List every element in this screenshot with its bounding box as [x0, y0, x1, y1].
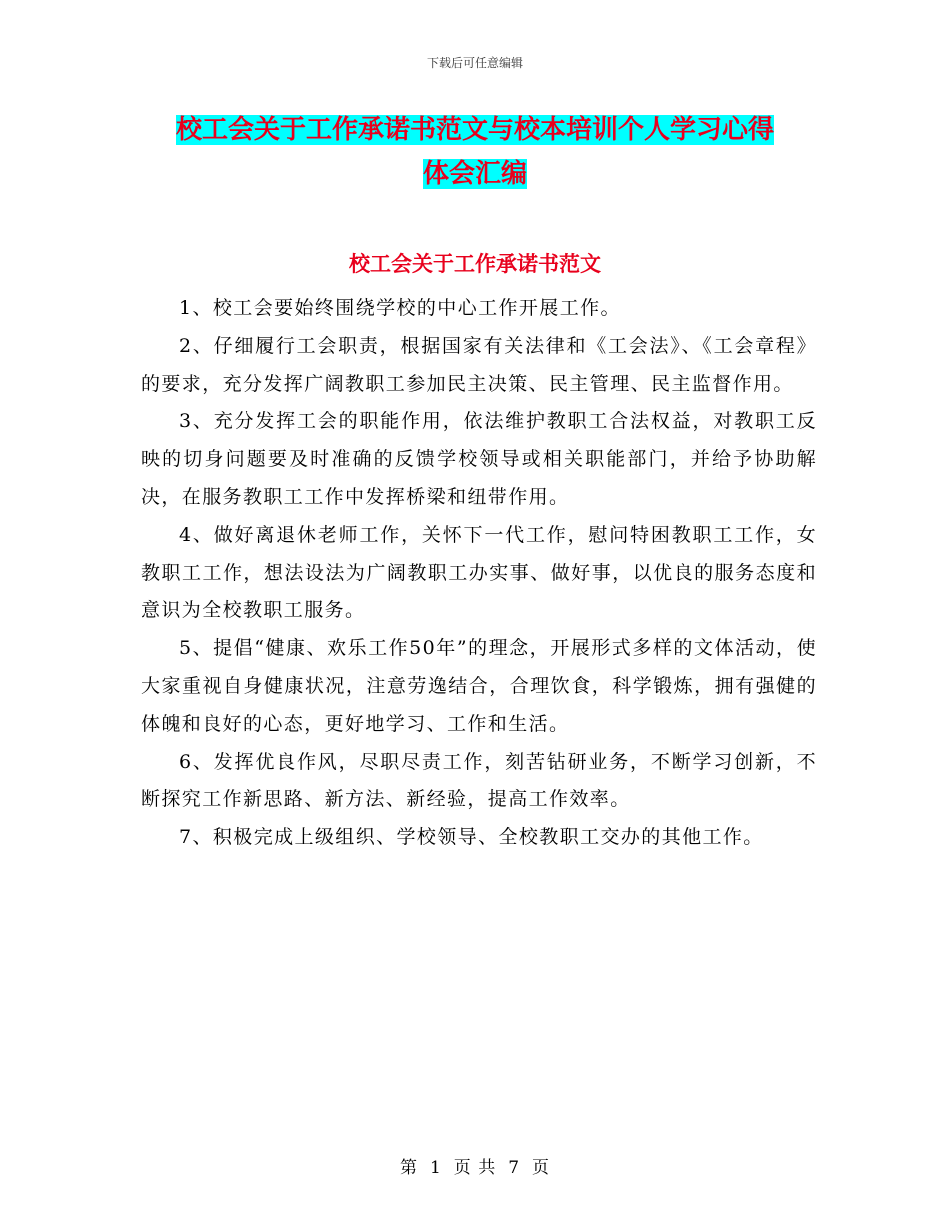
footer-prefix: 第 [399, 1158, 418, 1178]
footer-middle: 页 共 [453, 1158, 497, 1178]
document-title-line-1: 校工会关于工作承诺书范文与校本培训个人学习心得 [175, 115, 774, 145]
paragraph-5: 5、提倡“健康、欢乐工作50年”的理念，开展形式多样的文体活动，使大家重视自身健康状况，注意劳逸结合，合理饮食，科学锻炼，拥有强健的体魄和良好的心态，更好地学习、工作和生活。 [141, 637, 817, 735]
section-title: 校工会关于工作承诺书范文 [349, 252, 601, 276]
paragraph-6: 6、发挥优良作风，尽职尽责工作，刻苦钻研业务，不断学习创新，不断探究工作新思路、新方法、新经验，提高工作效率。 [141, 750, 817, 811]
footer-suffix: 页 [532, 1158, 551, 1178]
document-body [141, 290, 817, 857]
page-footer [0, 1153, 950, 1178]
paragraph-1: 1、校工会要始终围绕学校的中心工作开展工作。 [179, 297, 621, 319]
document-title-line-2: 体会汇编 [422, 159, 527, 189]
header-note: 下载后可任意编辑 [426, 56, 523, 70]
footer-total-pages: 7 [508, 1158, 521, 1178]
paragraph-7: 7、积极完成上级组织、学校领导、全校教职工交办的其他工作。 [179, 826, 764, 849]
paragraph-4: 4、做好离退休老师工作，关怀下一代工作，慰问特困教职工工作，女教职工工作，想法设法为广阔教职工办实事、做好事，以优良的服务态度和意识为全校教职工服务。 [141, 523, 817, 622]
paragraph-2: 2、仔细履行工会职责，根据国家有关法律和《工会法》、《工会章程》的要求，充分发挥广阔教职工参加民主决策、民主管理、民主监督作用。 [141, 334, 817, 395]
footer-page-number: 1 [429, 1158, 442, 1178]
paragraph-3: 3、充分发挥工会的职能作用，依法维护教职工合法权益，对教职工反映的切身问题要及时准确的反馈学校领导或相关职能部门，并给予协助解决，在服务教职工工作中发挥桥梁和纽带作用。 [141, 410, 817, 508]
document-title [140, 108, 810, 196]
